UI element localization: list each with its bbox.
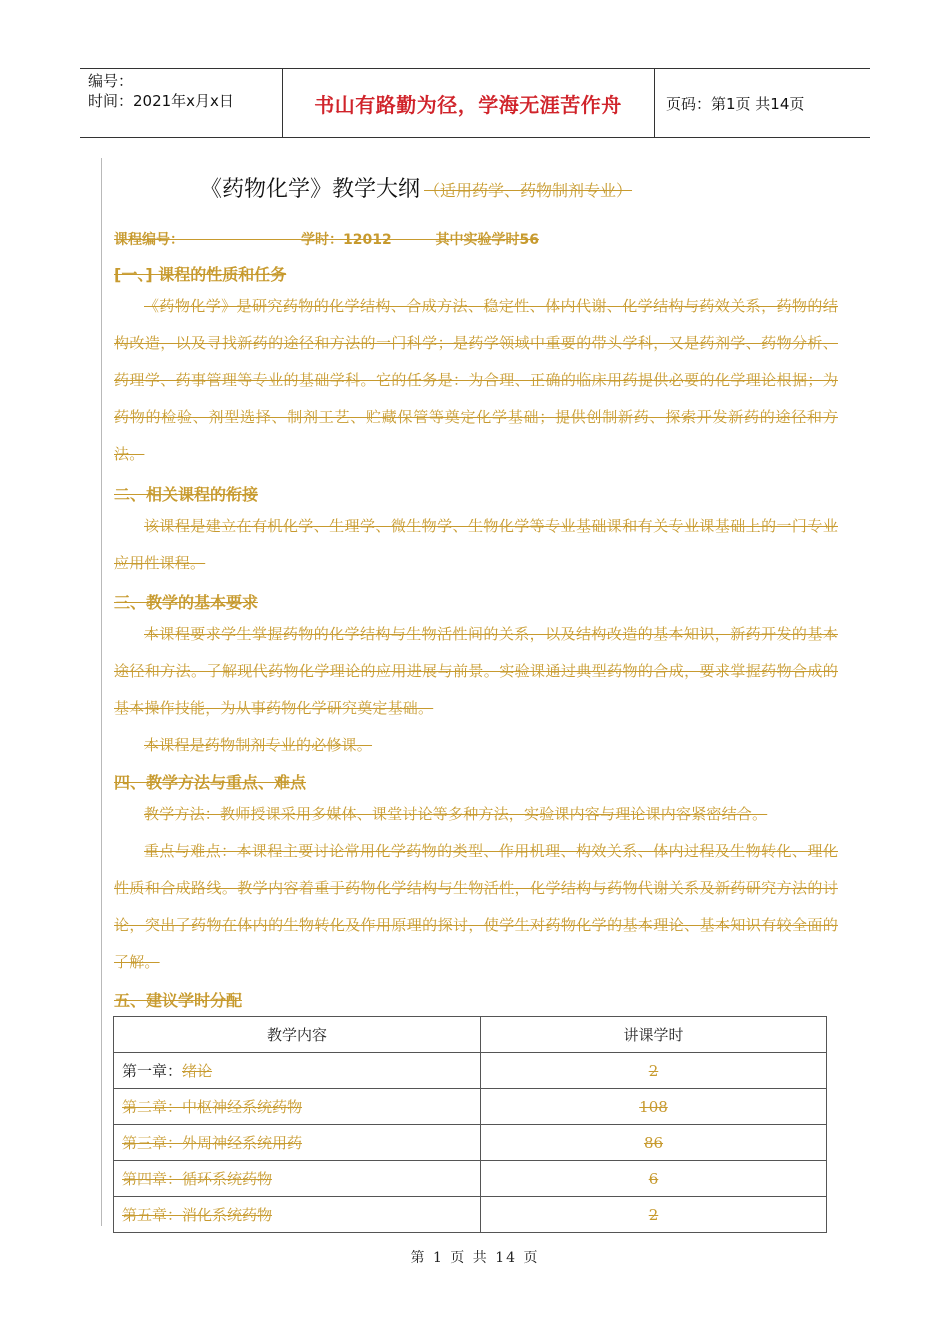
hours-value: 2 [648, 1061, 659, 1080]
header-divider [654, 69, 655, 137]
hours-value: 108 [639, 1097, 668, 1116]
section-heading: 三、教学的基本要求 [114, 593, 259, 612]
table-row [114, 1197, 827, 1233]
number-label: 编号： [88, 72, 134, 90]
col-header-content: 教学内容 [114, 1017, 481, 1053]
chapter-name: 第五章：消化系统药物 [122, 1206, 273, 1224]
chapter-name: 第二章：中枢神经系统药物 [122, 1098, 303, 1116]
document-title [200, 172, 632, 203]
header-motto: 书山有路勤为径，学海无涯苦作舟 [314, 93, 622, 117]
hours-value: 2 [648, 1205, 659, 1224]
hours-value: 86 [643, 1133, 664, 1152]
hours-table [113, 1016, 827, 1233]
table-row [114, 1089, 827, 1125]
revision-bar [101, 158, 102, 1226]
paragraph: 教学方法：教师授课采用多媒体、课堂讨论等多种方法，实验课内容与理论课内容紧密结合。 [144, 805, 768, 823]
paragraph: 《药物化学》是研究药物的化学结构、合成方法、稳定性、体内代谢、化学结构与药效关系，药物的结构改造，以及寻找新药的途径和方法的一门科学；是药学领域中重要的带头学科，又是药剂学、药物分析、药理学、药事管理等专业的基础学科。它的任务是：为合理、正确的临床用药提供必要的化学理论根据；为药物的检验、剂型选择、制剂工艺、贮藏保管等奠定化学基础；提供创制新药、探索开发新药的途径和方法。 [114, 297, 838, 463]
chapter-cell [114, 1125, 481, 1161]
hours-value: 6 [648, 1169, 659, 1188]
header-page-number: 页码：第1页 共14页 [666, 95, 805, 113]
section-heading: 五、建议学时分配 [114, 991, 243, 1010]
section-heading: 二、相关课程的衔接 [114, 485, 259, 504]
course-meta: 课程编号： 学时：12012 其中实验学时56 [114, 232, 540, 248]
page-header [80, 68, 870, 138]
chapter-prefix: 第一章： [122, 1062, 183, 1080]
paragraph: 本课程要求学生掌握药物的化学结构与生物活性间的关系，以及结构改造的基本知识，新药开发的基本途径和方法。了解现代药物化学理论的应用进展与前景。实验课通过典型药物的合成，要求掌握药物合成的基本操作技能，为从事药物化学研究奠定基础。 [114, 625, 838, 717]
col-header-hours: 讲课学时 [481, 1017, 827, 1053]
chapter-cell [114, 1161, 481, 1197]
chapter-cell [114, 1053, 481, 1089]
hours-cell [481, 1125, 827, 1161]
header-info [88, 71, 234, 111]
table-header-row [114, 1017, 827, 1053]
chapter-cell [114, 1089, 481, 1125]
paragraph: 本课程是药物制剂专业的必修课。 [144, 736, 373, 754]
paragraph: 重点与难点：本课程主要讨论常用化学药物的类型、作用机理、构效关系、体内过程及生物转化、理化性质和合成路线。教学内容着重于药物化学结构与生物活性，化学结构与药物代谢关系及新药研究方法的讨论，突出了药物在体内的生物转化及作用原理的探讨，使学生对药物化学的基本理论、基本知识有较全面的了解。 [114, 842, 838, 971]
title-note: （适用药学、药物制剂专业） [424, 181, 633, 200]
time-label: 时间：2021年x月x日 [88, 92, 234, 110]
table-row [114, 1125, 827, 1161]
title-text: 《药物化学》教学大纲 [200, 177, 421, 202]
chapter-cell [114, 1197, 481, 1233]
hours-cell [481, 1197, 827, 1233]
chapter-name: 绪论 [182, 1062, 213, 1080]
paragraph: 该课程是建立在有机化学、生理学、微生物学、生物化学等专业基础课和有关专业课基础上的一门专业应用性课程。 [114, 517, 838, 572]
page-footer: 第 1 页 共 14 页 [410, 1250, 540, 1266]
hours-cell [481, 1053, 827, 1089]
table-row [114, 1161, 827, 1197]
section-heading: 四、教学方法与重点、难点 [114, 773, 307, 792]
chapter-name: 第三章：外周神经系统用药 [122, 1134, 303, 1152]
section-heading: [一、] 课程的性质和任务 [114, 265, 287, 284]
hours-cell [481, 1161, 827, 1197]
hours-cell [481, 1089, 827, 1125]
chapter-name: 第四章：循环系统药物 [122, 1170, 273, 1188]
table-row [114, 1053, 827, 1089]
